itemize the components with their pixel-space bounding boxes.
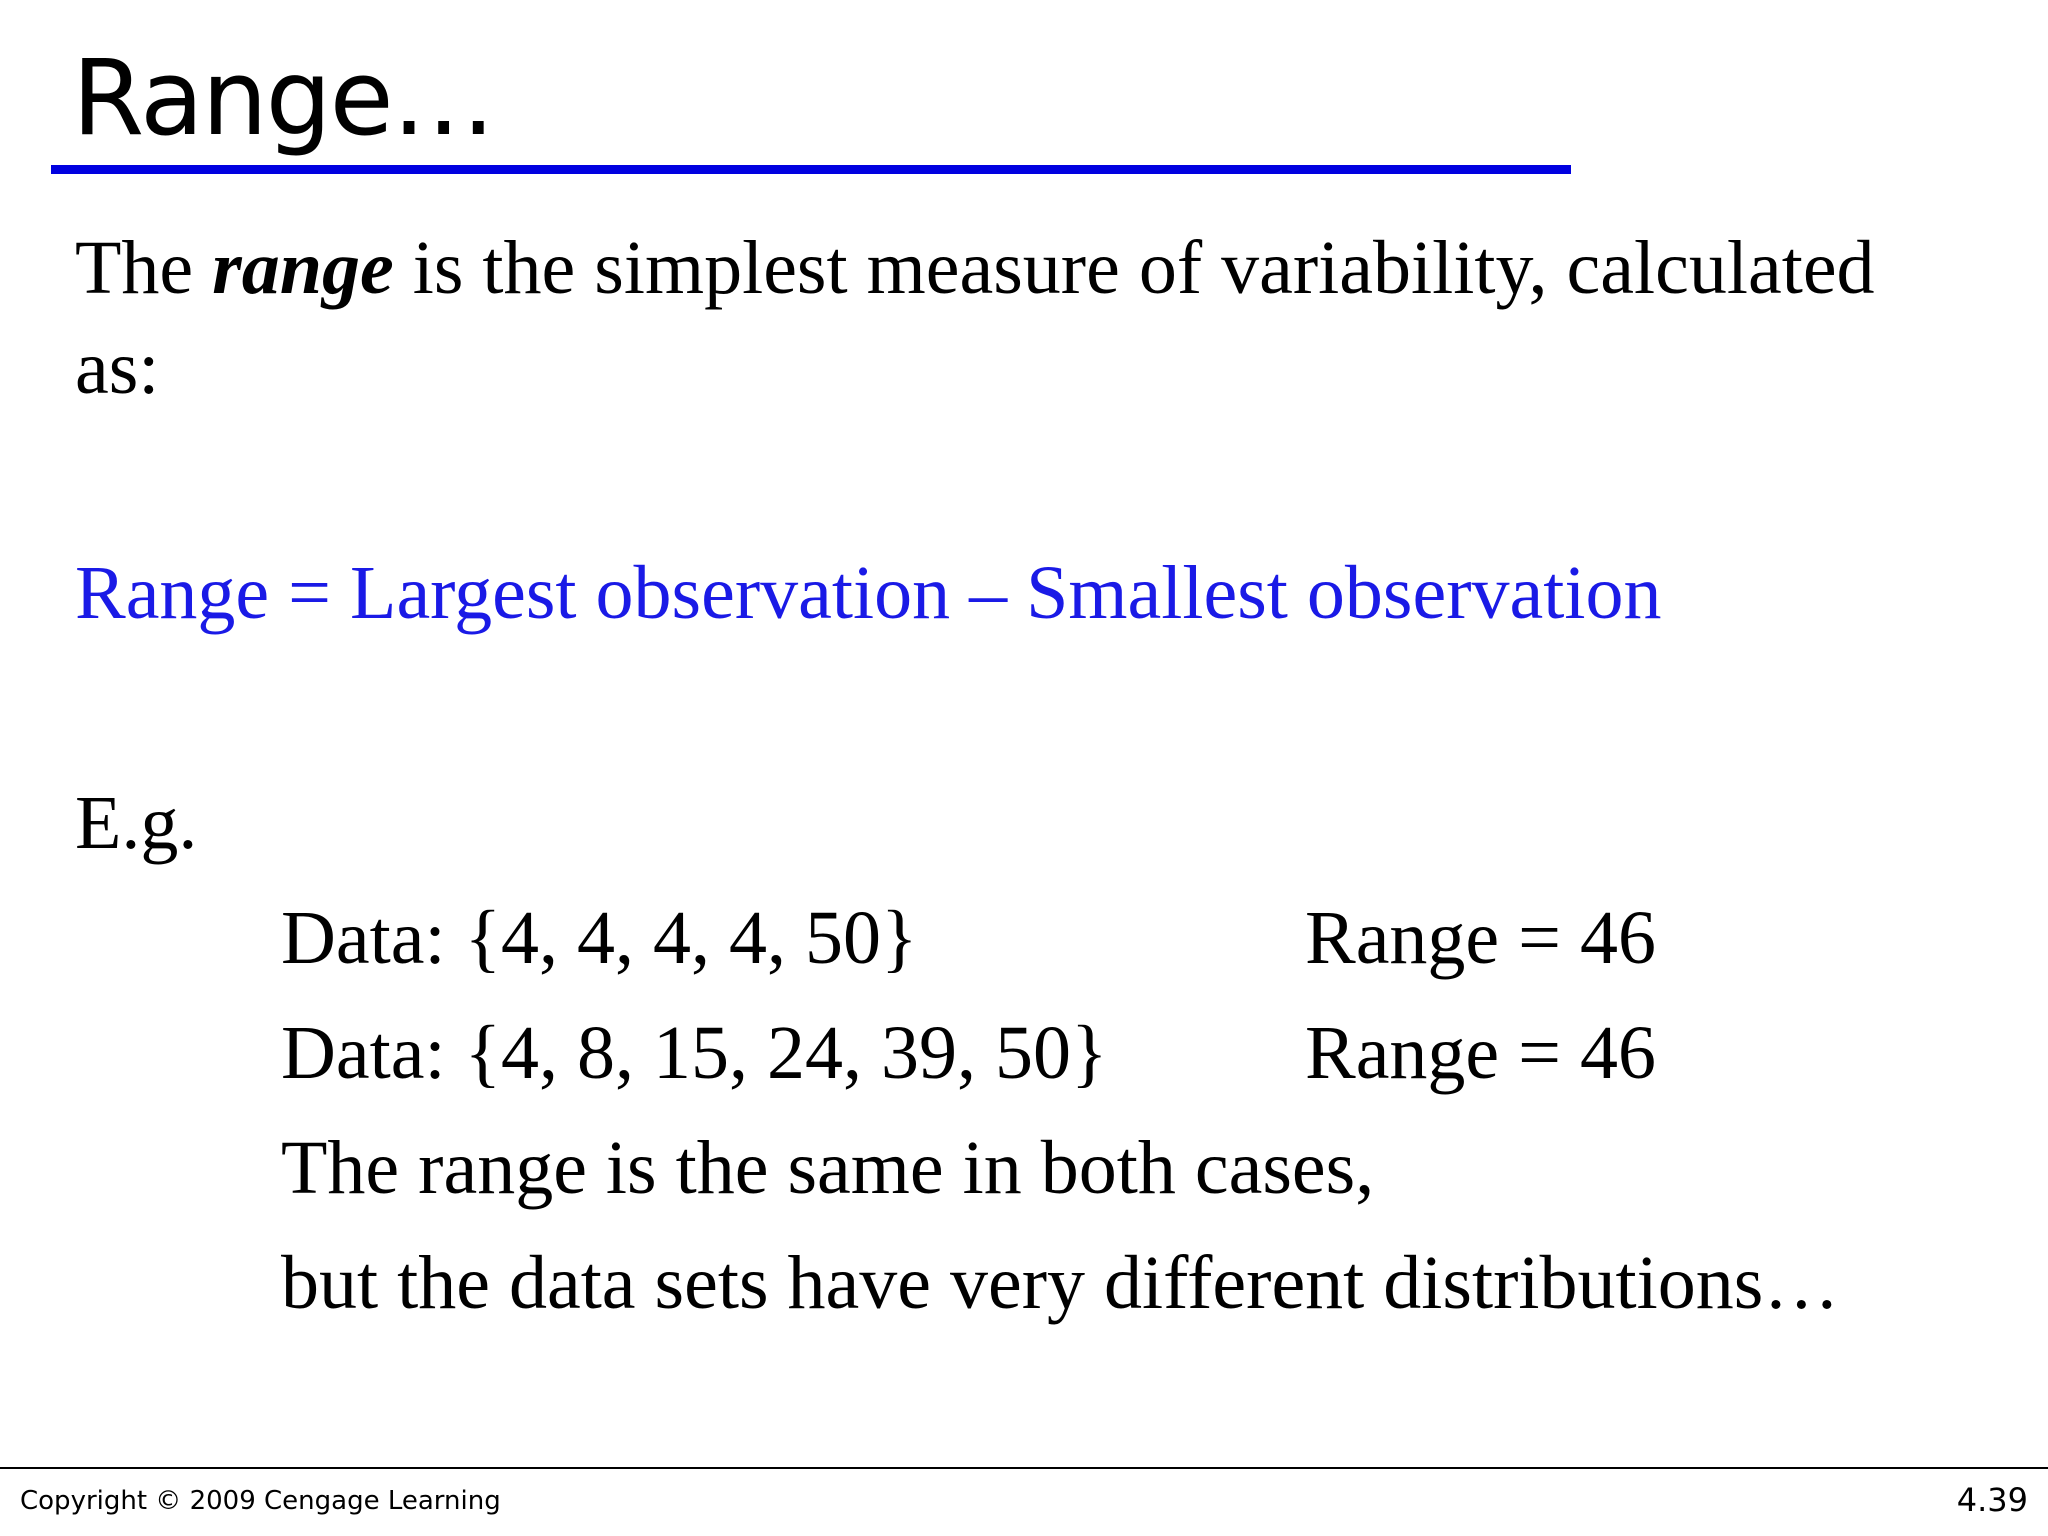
footer-divider xyxy=(0,1467,2048,1469)
example-2-range: Range = 46 xyxy=(1305,1011,1657,1095)
copyright-notice: Copyright © 2009 Cengage Learning xyxy=(20,1486,501,1516)
conclusion-line-1: The range is the same in both cases, xyxy=(281,1126,1375,1210)
slide-title: Range… xyxy=(72,37,494,159)
intro-text-before: The xyxy=(75,226,213,310)
range-formula: Range = Largest observation – Smallest observation xyxy=(75,551,1662,635)
intro-term: range xyxy=(212,226,394,310)
intro-text-after: is the simplest measure of variability, calculated xyxy=(393,226,1875,310)
page-number: 4.39 xyxy=(1956,1481,2028,1519)
example-1-range: Range = 46 xyxy=(1305,896,1657,980)
intro-line-1 xyxy=(75,226,1875,310)
example-1-data: Data: {4, 4, 4, 4, 50} xyxy=(281,896,918,980)
example-label: E.g. xyxy=(75,781,198,865)
intro-line-2: as: xyxy=(75,326,160,410)
example-2-data: Data: {4, 8, 15, 24, 39, 50} xyxy=(281,1011,1108,1095)
title-underline xyxy=(51,165,1571,174)
conclusion-line-2: but the data sets have very different distributions… xyxy=(281,1241,1840,1325)
